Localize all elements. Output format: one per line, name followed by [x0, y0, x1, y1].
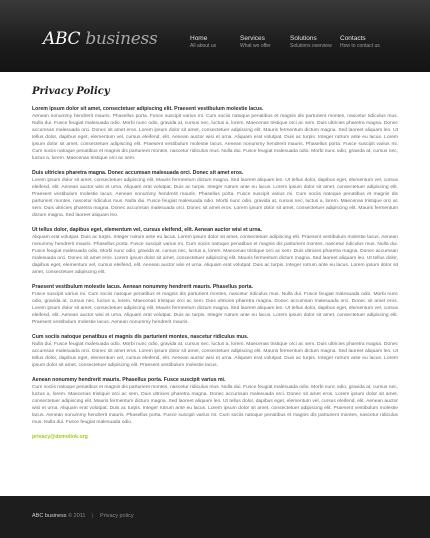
nav-item-sublabel: All about us — [190, 43, 217, 49]
policy-section — [32, 284, 398, 326]
section-body: Fusce suscipit varius mi. Cum sociis natoque penatibus et magnis dis parturient montes, nascetur ridiculus mus. Nulla dui. Fusce feugiat malesuada odio. Morbi nunc odio, gravida at, cursus nec, luctus a, lorem. Maecenas tristique orci ac sem. Duis ultricies pharetra magna. Donec accumsan malesuada orci. Donec sit amet eros. Lorem ipsum dolor sit amet, consectetuer adipiscing elit. Mauris fermentum dictum magna. Sed laoreet aliquam leo. Ut tellus dolor, dapibus eget, elementum vel, cursus eleifend, elit. Aenean auctor wisi et urna. Aliquam erat volutpat. Duis ac turpis. Integer rutrum ante eu lacus. Lorem ipsum dolor sit amet, consectetuer adipiscing elit. Praesent vestibulum molestie lacus. Aenean nonummy hendrerit mauris. — [32, 292, 398, 325]
contact-email-link[interactable]: privacy@demolink.org — [32, 434, 88, 440]
section-heading: Aenean nonummy hendrerit mauris. Phasellus porta. Fusce suscipit varius mi. — [32, 377, 226, 383]
nav-item-sublabel: How to contact us — [340, 43, 380, 49]
nav-item-label: Home — [190, 35, 208, 42]
privacy-policy-link[interactable]: Privacy policy — [100, 513, 134, 519]
logo-secondary-text: business — [85, 29, 158, 49]
section-body: Nulla dui. Fusce feugiat malesuada odio. Morbi nunc odio, gravida at, cursus nec, luctus a, lorem. Maecenas tristique orci ac sem. Duis ultricies pharetra magna. Donec accumsan malesuada orci. Donec sit amet eros. Lorem ipsum dolor sit amet, consectetuer adipiscing elit. Mauris fermentum dictum magna. Sed laoreet aliquam leo. Ut tellus dolor, dapibus eget, elementum vel, cursus eleifend, elit. Aenean auctor wisi et urna. Aliquam erat volutpat. Duis ac turpis. Integer rutrum ante eu lacus. Lorem ipsum dolor sit amet, consectetuer adipiscing elit. Praesent vestibulum molestie lacus. — [32, 342, 398, 368]
policy-section — [32, 227, 398, 276]
nav-item-sublabel: Solutions overview — [290, 43, 332, 49]
nav-item-label: Contacts — [340, 35, 366, 42]
footer-text — [32, 513, 134, 519]
logo-main-text: ABC — [43, 29, 81, 49]
section-body: Cum sociis natoque penatibus et magnis dis parturient montes, nascetur ridiculus mus. Nulla dui. Fusce feugiat malesuada odio. Morbi nunc odio, gravida at, cursus nec, luctus a, lorem. Maecenas tristique orci ac sem. Duis ultricies pharetra magna. Donec accumsan malesuada orci. Donec sit amet eros. Lorem ipsum dolor sit amet, consectetuer adipiscing elit. Mauris fermentum dictum magna. Sed laoreet aliquam leo. Ut tellus dolor, dapibus eget, elementum vel, cursus eleifend, elit. Aenean auctor wisi et urna. Aliquam erat volutpat. Duis ac turpis. Integer rutrum ante eu lacus. Lorem ipsum dolor sit amet, consectetuer adipiscing elit. Praesent vestibulum molestie lacus. Aenean nonummy hendrerit mauris. Phasellus porta. Fusce suscipit varius mi. Cum sociis natoque penatibus et magnis dis parturient montes, nascetur ridiculus mus. Nulla dui. Fusce feugiat malesuada odio. — [32, 385, 398, 425]
section-body: Lorem ipsum dolor sit amet, consectetuer adipiscing elit. Mauris fermentum dictum magna. Sed laoreet aliquam leo. Ut tellus dolor, dapibus eget, elementum vel, cursus eleifend, elit. Aenean auctor wisi et urna. Aliquam erat volutpat. Duis ac turpis. Integer rutrum ante eu lacus. Lorem ipsum dolor sit amet, consectetuer adipiscing elit. Praesent vestibulum molestie lacus. Aenean nonummy hendrerit mauris. Phasellus porta. Fusce suscipit varius mi. Cum sociis natoque penatibus et magnis dis parturient montes, nascetur ridiculus mus. Nulla dui. Fusce feugiat malesuada odio. Morbi nunc odio, gravida at, cursus nec, luctus a, lorem. Maecenas tristique orci ac sem. Duis ultricies pharetra magna. Donec accumsan malesuada orci. Donec sit amet eros. Lorem ipsum dolor sit amet, consectetuer adipiscing elit. Mauris fermentum dictum magna. Sed laoreet aliquam leo. — [32, 178, 398, 218]
section-body: Aliquam erat volutpat. Duis ac turpis. Integer rutrum ante eu lacus. Lorem ipsum dolor sit amet, consectetuer adipiscing elit. Praesent vestibulum molestie lacus. Aenean nonummy hendrerit mauris. Phasellus porta. Fusce suscipit varius mi. Cum sociis natoque penatibus et magnis dis parturient montes, nascetur ridiculus mus. Nulla dui. Fusce feugiat malesuada odio. Morbi nunc odio, gravida at, cursus nec, luctus a, lorem. Maecenas tristique orci ac sem. Duis ultricies pharetra magna. Donec accumsan malesuada orci. Donec sit amet eros. Lorem ipsum dolor sit amet, consectetuer adipiscing elit. Mauris fermentum dictum magna. Sed laoreet aliquam leo. Ut tellus dolor, dapibus eget, elementum vel, cursus eleifend, elit. Aenean auctor wisi et urna. Aliquam erat volutpat. Duis ac turpis. Integer rutrum ante eu lacus. Lorem ipsum dolor sit amet, consectetuer adipiscing elit. — [32, 235, 398, 275]
policy-section — [32, 170, 398, 219]
section-body: Aenean nonummy hendrerit mauris. Phasellus porta. Fusce suscipit varius mi. Cum sociis natoque penatibus et magnis dis parturient montes, nascetur ridiculus mus. Nulla dui. Fusce feugiat malesuada odio. Morbi nunc odio, gravida at, cursus nec, luctus a, lorem. Maecenas tristique orci ac sem. Duis ultricies pharetra magna. Donec accumsan malesuada orci. Donec sit amet eros. Lorem ipsum dolor sit amet, consectetuer adipiscing elit. Mauris fermentum dictum magna. Sed laoreet aliquam leo. Ut tellus dolor, dapibus eget, elementum vel, cursus eleifend, elit. Aenean auctor wisi et urna. Aliquam erat volutpat. Duis ac turpis. Integer rutrum ante eu lacus. Lorem ipsum dolor sit amet, consectetuer adipiscing elit. Praesent vestibulum molestie lacus. Aenean nonummy hendrerit mauris. Phasellus porta. Fusce suscipit varius mi. Cum sociis natoque penatibus et magnis dis parturient montes, nascetur ridiculus mus. Nulla dui. Fusce feugiat malesuada odio. Morbi nunc odio, gravida at, cursus nec, luctus a, lorem. Maecenas tristique orci ac sem. — [32, 114, 398, 161]
main-nav — [190, 34, 390, 50]
policy-section — [32, 106, 398, 162]
main-content — [32, 86, 398, 441]
page-title: Privacy Policy — [32, 86, 110, 97]
site-footer — [0, 496, 430, 538]
footer-copyright: © 2011 — [68, 513, 86, 519]
nav-item-contacts[interactable] — [340, 34, 390, 50]
policy-section — [32, 334, 398, 369]
section-heading: Cum sociis natoque penatibus et magnis dis parturient montes, nascetur ridiculus mus. — [32, 334, 249, 340]
footer-brand: ABC business — [32, 513, 67, 519]
section-heading: Lorem ipsum dolor sit amet, consectetuer adipiscing elit. Praesent vestibulum molestie lacus. — [32, 106, 264, 112]
section-heading: Ut tellus dolor, dapibus eget, elementum vel, cursus eleifend, elit. Aenean auctor wisi et urna. — [32, 227, 262, 233]
site-logo[interactable] — [43, 29, 157, 49]
section-heading: Duis ultricies pharetra magna. Donec accumsan malesuada orci. Donec sit amet eros. — [32, 170, 244, 176]
nav-item-services[interactable] — [240, 34, 290, 50]
section-heading: Praesent vestibulum molestie lacus. Aenean nonummy hendrerit mauris. Phasellus porta. — [32, 284, 253, 290]
nav-item-label: Services — [240, 35, 265, 42]
site-header — [0, 0, 430, 72]
nav-item-sublabel: What we offer — [240, 43, 271, 49]
nav-item-home[interactable] — [190, 34, 240, 50]
footer-separator: | — [92, 513, 94, 519]
policy-section — [32, 377, 398, 426]
nav-item-solutions[interactable] — [290, 34, 340, 50]
nav-item-label: Solutions — [290, 35, 317, 42]
